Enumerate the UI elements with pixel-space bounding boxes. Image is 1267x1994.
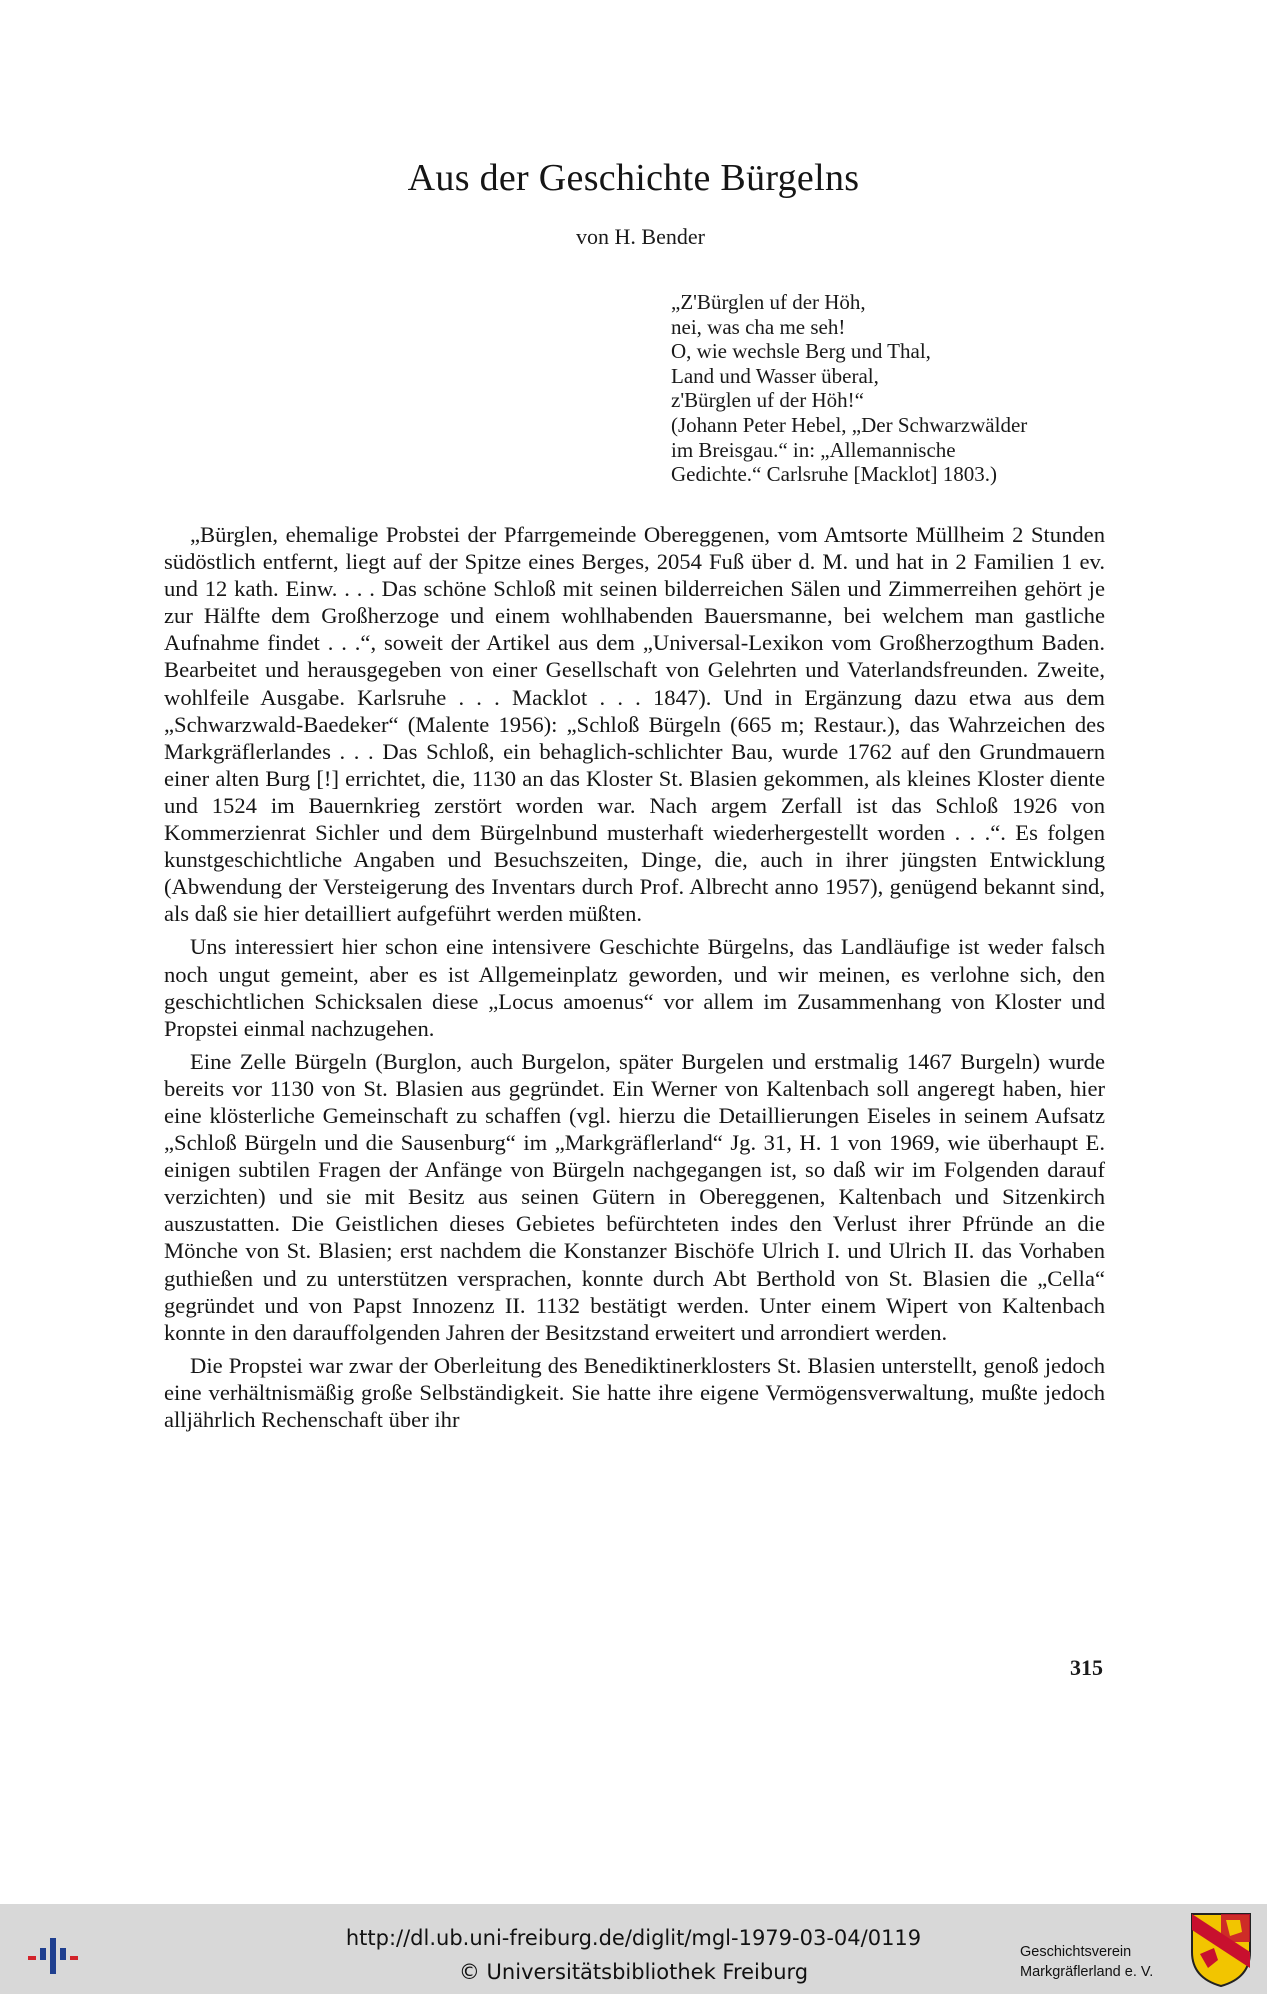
page-number: 315 <box>1070 1655 1103 1680</box>
epigraph-source-line: im Breisgau.“ in: „Allemannische <box>671 437 956 462</box>
society-name <box>1020 1942 1153 1982</box>
body-paragraph: Uns interessiert hier schon eine intensivere Geschichte Bürgelns, das Landläufige ist weder falsch noch ungut gemeint, aber es ist Allgemeinplatz geworden, und wir meinen, es verlohne sich, den geschichtlichen Schicksalen diese „Locus amoenus“ vor allem im Zusammenhang von Kloster und Propstei einmal nachzugehen. <box>164 934 1105 1041</box>
epigraph <box>671 290 1116 487</box>
body-paragraph: „Bürglen, ehemalige Probstei der Pfarrgemeinde Obereggenen, vom Amtsorte Müllheim 2 Stunden südöstlich entfernt, liegt auf der Spitze eines Berges, 2054 Fuß über d. M. und hat in 2 Familien 1 ev. und 12 kath. Einw. . . . Das schöne Schloß mit seinen bilderreichen Sälen und Zimmerreihen gehört je zur Hälfte dem Großherzoge und einem wohlhabenden Bauersmanne, bei welchem man gastliche Aufnahme findet . . .“, soweit der Artikel aus dem „Universal-Lexikon vom Großherzogthum Baden. Bearbeitet und herausgegeben von einer Gesellschaft von Gelehrten und Vaterlandsfreunden. Zweite, wohlfeile Ausgabe. Karlsruhe . . . Macklot . . . 1847). Und in Ergänzung dazu etwa aus dem „Schwarzwald-Baedeker“ (Malente 1956): „Schloß Bürgeln (665 m; Restaur.), das Wahrzeichen des Markgräflerlandes . . . Das Schloß, ein behaglich-schlichter Bau, wurde 1762 auf den Grundmauern einer alten Burg [!] errichtet, die, 1130 an das Kloster St. Blasien gekommen, als kleines Kloster diente und 1524 im Bauernkrieg zerstört worden war. Nach argem Zerfall ist das Schloß 1926 von Kommerzienrat Sichler und dem Bürgelnbund musterhaft wiederhergestellt worden . . .“. Es folgen kunstgeschichtliche Angaben und Besuchszeiten, Dinge, die, auch in ihrer jüngsten Entwicklung (Abwendung der Versteigerung des Inventars durch Prof. Albrecht anno 1957), genügend bekannt sind, als daß sie hier detailliert aufgeführt werden müßten. <box>164 522 1105 927</box>
epigraph-line: „Z'Bürglen uf der Höh, <box>671 290 866 314</box>
body-paragraph: Eine Zelle Bürgeln (Burglon, auch Burgelon, später Burgelen und erstmalig 1467 Burgeln) wurde bereits vor 1130 von St. Blasien aus gegründet. Ein Werner von Kaltenbach soll angeregt haben, hier eine klösterliche Gemeinschaft zu schaffen (vgl. hierzu die Detaillierungen Eiseles in seinem Aufsatz „Schloß Bürgeln und die Sausenburg“ im „Markgräflerland“ Jg. 31, H. 1 von 1969, wie überhaupt E. einigen subtilen Fragen der Anfänge von Bürgeln nachgegangen ist, so daß wir im Folgenden darauf verzichten) und sie mit Besitz aus seinen Gütern in Obereggenen, Kaltenbach und Sitzenkirch auszustatten. Die Geistlichen dieses Gebietes befürchteten indes den Verlust ihrer Pfründe an die Mönche von St. Blasien; erst nachdem die Konstanzer Bischöfe Ulrich I. und Ulrich II. das Vorhaben guthießen und zu unterstützen versprachen, konnte durch Abt Berthold von St. Blasien die „Cella“ gegründet und von Papst Innozenz II. 1132 bestätigt werden. Unter einem Wipert von Kaltenbach konnte in den darauffolgenden Jahren der Besitzstand erweitert und arrondiert werden. <box>164 1048 1105 1345</box>
viewer-footer <box>0 1904 1267 1994</box>
epigraph-line: z'Bürglen uf der Höh!“ <box>671 388 864 413</box>
society-name-line: Geschichtsverein <box>1020 1944 1132 1960</box>
epigraph-line: Land und Wasser überal, <box>671 363 879 388</box>
body-paragraph: Die Propstei war zwar der Oberleitung des Benediktinerklosters St. Blasien unterstellt, genoß jedoch eine verhältnismäßig große Selbständigkeit. Sie hatte ihre eigene Vermögensverwaltung, mußte jedoch alljährlich Rechenschaft über ihr <box>164 1352 1105 1432</box>
society-name-line: Markgräflerland e. V. <box>1020 1964 1154 1980</box>
copyright-notice: © Universitätsbibliothek Freiburg <box>458 1960 809 1984</box>
coat-of-arms-icon <box>1190 1912 1252 1988</box>
article-author: von H. Bender <box>576 224 705 249</box>
article-body <box>164 521 1105 1439</box>
article-title: Aus der Geschichte Bürgelns <box>407 157 860 199</box>
epigraph-source-line: Gedichte.“ Carlsruhe [Macklot] 1803.) <box>671 462 997 487</box>
epigraph-line: O, wie wechsle Berg und Thal, <box>671 339 931 364</box>
epigraph-line: nei, was cha me seh! <box>671 314 846 339</box>
permalink-url[interactable]: http://dl.ub.uni-freiburg.de/diglit/mgl-1979-03-04/0119 <box>345 1926 922 1950</box>
epigraph-source-line: (Johann Peter Hebel, „Der Schwarzwälder <box>671 412 1028 437</box>
